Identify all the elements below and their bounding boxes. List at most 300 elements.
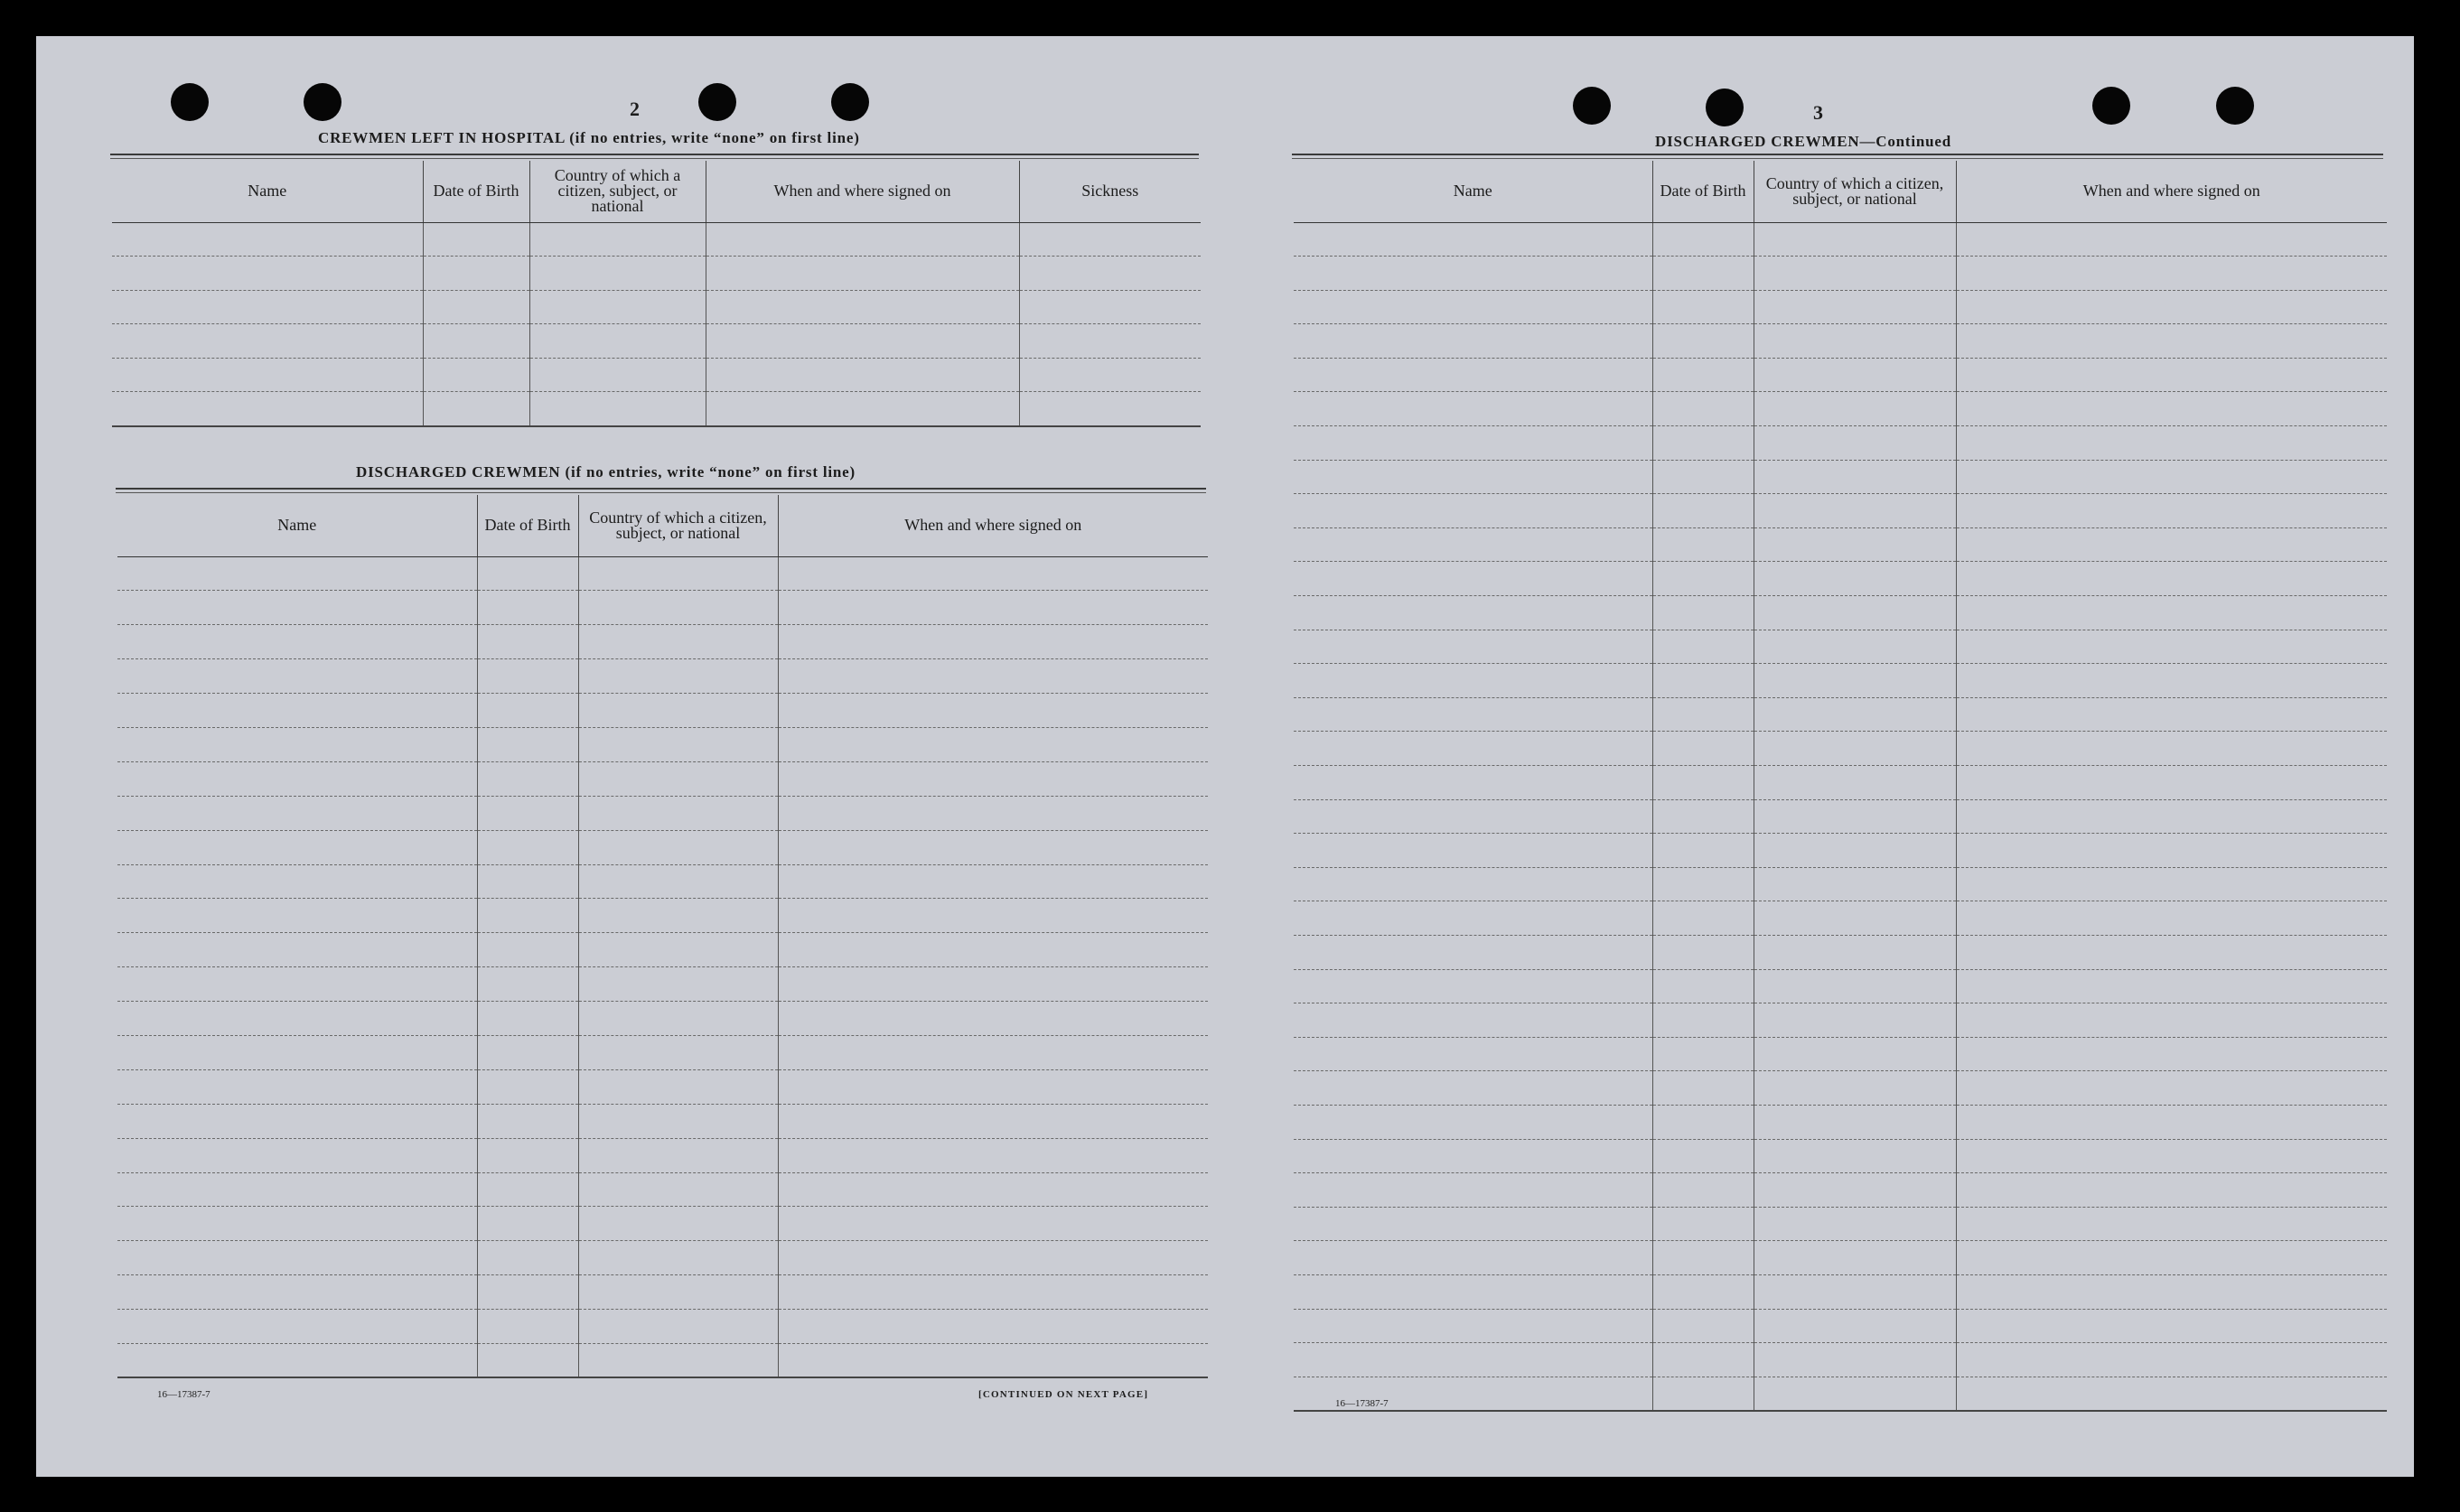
table-cell[interactable]	[1294, 901, 1652, 936]
table-cell[interactable]	[778, 796, 1208, 830]
table-cell[interactable]	[778, 1138, 1208, 1172]
table-cell[interactable]	[1294, 290, 1652, 324]
table-cell[interactable]	[778, 1104, 1208, 1138]
table-cell[interactable]	[1754, 1377, 1956, 1411]
table-cell[interactable]	[1956, 834, 2387, 868]
table-cell[interactable]	[778, 1002, 1208, 1036]
table-cell[interactable]	[578, 864, 778, 899]
table-cell[interactable]	[1652, 392, 1754, 426]
table-cell[interactable]	[1294, 630, 1652, 664]
table-cell[interactable]	[1294, 732, 1652, 766]
table-cell[interactable]	[1956, 1343, 2387, 1377]
table-cell[interactable]	[477, 1035, 578, 1069]
table-cell[interactable]	[1294, 1139, 1652, 1173]
table-cell[interactable]	[1652, 358, 1754, 392]
table-cell[interactable]	[1294, 392, 1652, 426]
table-cell[interactable]	[1652, 1173, 1754, 1208]
table-cell[interactable]	[117, 1343, 477, 1377]
table-cell[interactable]	[477, 796, 578, 830]
table-cell[interactable]	[778, 591, 1208, 625]
table-cell[interactable]	[477, 1104, 578, 1138]
table-cell[interactable]	[529, 392, 706, 426]
table-cell[interactable]	[1956, 596, 2387, 630]
table-cell[interactable]	[1652, 935, 1754, 969]
form-number-right: 16—17387-7	[1335, 1398, 1389, 1409]
table-cell[interactable]	[1294, 1071, 1652, 1106]
punch-hole	[831, 83, 869, 121]
table-row	[117, 1241, 1208, 1275]
table-cell[interactable]	[578, 727, 778, 761]
table-cell[interactable]	[1956, 1003, 2387, 1038]
table-cell[interactable]	[1652, 562, 1754, 596]
table-cell[interactable]	[1754, 664, 1956, 698]
table-cell[interactable]	[117, 1002, 477, 1036]
table-cell[interactable]	[1956, 664, 2387, 698]
table-cell[interactable]	[1294, 799, 1652, 834]
table-cell[interactable]	[423, 324, 529, 359]
table-cell[interactable]	[423, 257, 529, 291]
table-cell[interactable]	[1652, 1309, 1754, 1343]
table-cell[interactable]	[778, 1241, 1208, 1275]
table-cell[interactable]	[117, 864, 477, 899]
table-row	[1294, 799, 2387, 834]
table-cell[interactable]	[1019, 257, 1201, 291]
table-cell[interactable]	[1956, 324, 2387, 359]
table-cell[interactable]	[578, 1172, 778, 1207]
table-cell[interactable]	[1652, 630, 1754, 664]
table-row	[117, 556, 1208, 591]
table-cell[interactable]	[477, 899, 578, 933]
table-cell[interactable]	[1754, 1139, 1956, 1173]
table-cell[interactable]	[1956, 732, 2387, 766]
table-cell[interactable]	[1956, 1207, 2387, 1241]
table-cell[interactable]	[1294, 324, 1652, 359]
table-cell[interactable]	[1956, 630, 2387, 664]
table-cell[interactable]	[1019, 222, 1201, 257]
table-cell[interactable]	[778, 1172, 1208, 1207]
table-cell[interactable]	[1956, 358, 2387, 392]
table-cell[interactable]	[578, 1002, 778, 1036]
table-cell[interactable]	[112, 392, 423, 426]
table-cell[interactable]	[1754, 697, 1956, 732]
table-cell[interactable]	[477, 761, 578, 796]
column-header-sickness: Sickness	[1019, 161, 1201, 222]
table-cell[interactable]	[1754, 1343, 1956, 1377]
table-cell[interactable]	[1019, 358, 1201, 392]
table-cell[interactable]	[1294, 697, 1652, 732]
table-cell[interactable]	[1956, 1105, 2387, 1139]
table-cell[interactable]	[477, 967, 578, 1002]
table-cell[interactable]	[1019, 392, 1201, 426]
table-cell[interactable]	[1294, 494, 1652, 528]
table-cell[interactable]	[706, 324, 1019, 359]
table-cell[interactable]	[1294, 1003, 1652, 1038]
table-cell[interactable]	[578, 967, 778, 1002]
table-cell[interactable]	[578, 1035, 778, 1069]
table-cell[interactable]	[112, 290, 423, 324]
table-cell[interactable]	[1754, 358, 1956, 392]
table-cell[interactable]	[529, 358, 706, 392]
table-row	[117, 864, 1208, 899]
punch-hole	[304, 83, 341, 121]
table-row	[117, 625, 1208, 659]
table-cell[interactable]	[1294, 969, 1652, 1003]
table-cell[interactable]	[477, 591, 578, 625]
table-cell[interactable]	[1956, 867, 2387, 901]
table-cell[interactable]	[578, 830, 778, 864]
table-cell[interactable]	[1956, 222, 2387, 257]
table-cell[interactable]	[1294, 664, 1652, 698]
table-cell[interactable]	[778, 556, 1208, 591]
table-cell[interactable]	[706, 257, 1019, 291]
column-header-date-of-birth: Date of Birth	[477, 495, 578, 556]
table-cell[interactable]	[477, 1172, 578, 1207]
table-cell[interactable]	[1652, 969, 1754, 1003]
table-cell[interactable]	[112, 358, 423, 392]
table-cell[interactable]	[1754, 1241, 1956, 1275]
table-cell[interactable]	[1956, 697, 2387, 732]
table-cell[interactable]	[1754, 732, 1956, 766]
table-cell[interactable]	[1294, 596, 1652, 630]
table-cell[interactable]	[1754, 222, 1956, 257]
table-cell[interactable]	[578, 1104, 778, 1138]
table-cell[interactable]	[423, 392, 529, 426]
table-cell[interactable]	[1652, 596, 1754, 630]
table-cell[interactable]	[423, 358, 529, 392]
discharged-table	[117, 495, 1208, 1378]
table-cell[interactable]	[578, 1241, 778, 1275]
table-cell[interactable]	[112, 222, 423, 257]
table-cell[interactable]	[1754, 257, 1956, 291]
table-cell[interactable]	[1956, 460, 2387, 494]
table-cell[interactable]	[117, 591, 477, 625]
table-cell[interactable]	[1652, 222, 1754, 257]
table-row	[112, 358, 1201, 392]
table-cell[interactable]	[1956, 392, 2387, 426]
table-cell[interactable]	[778, 1343, 1208, 1377]
table-cell[interactable]	[117, 1104, 477, 1138]
table-cell[interactable]	[1294, 1037, 1652, 1071]
table-cell[interactable]	[778, 727, 1208, 761]
table-cell[interactable]	[1294, 222, 1652, 257]
table-cell[interactable]	[477, 1207, 578, 1241]
table-row	[1294, 969, 2387, 1003]
table-cell[interactable]	[1294, 1207, 1652, 1241]
table-cell[interactable]	[117, 761, 477, 796]
table-row	[1294, 562, 2387, 596]
table-cell[interactable]	[112, 257, 423, 291]
table-cell[interactable]	[1294, 935, 1652, 969]
table-cell[interactable]	[1754, 834, 1956, 868]
table-cell[interactable]	[778, 1310, 1208, 1344]
table-cell[interactable]	[477, 1002, 578, 1036]
table-cell[interactable]	[578, 899, 778, 933]
table-cell[interactable]	[1652, 494, 1754, 528]
table-cell[interactable]	[477, 625, 578, 659]
table-cell[interactable]	[117, 659, 477, 694]
table-row	[117, 1104, 1208, 1138]
table-cell[interactable]	[578, 591, 778, 625]
table-cell[interactable]	[1754, 1037, 1956, 1071]
table-cell[interactable]	[578, 556, 778, 591]
discharged-continued-title: DISCHARGED CREWMEN—Continued	[1655, 133, 1951, 150]
table-cell[interactable]	[1294, 867, 1652, 901]
table-cell[interactable]	[1652, 460, 1754, 494]
table-cell[interactable]	[477, 1241, 578, 1275]
table-cell[interactable]	[1294, 460, 1652, 494]
table-cell[interactable]	[1294, 1343, 1652, 1377]
table-cell[interactable]	[117, 967, 477, 1002]
table-cell[interactable]	[477, 1138, 578, 1172]
table-cell[interactable]	[477, 556, 578, 591]
form-number-left: 16—17387-7	[157, 1389, 210, 1400]
table-row	[1294, 1207, 2387, 1241]
table-cell[interactable]	[1652, 664, 1754, 698]
table-cell[interactable]	[117, 1172, 477, 1207]
table-cell[interactable]	[706, 392, 1019, 426]
table-cell[interactable]	[117, 556, 477, 591]
table-cell[interactable]	[477, 727, 578, 761]
table-cell[interactable]	[1754, 1274, 1956, 1309]
table-cell[interactable]	[1754, 766, 1956, 800]
table-cell[interactable]	[578, 1207, 778, 1241]
table-cell[interactable]	[778, 933, 1208, 967]
table-cell[interactable]	[1754, 1003, 1956, 1038]
column-header-name: Name	[112, 161, 423, 222]
table-cell[interactable]	[1956, 1173, 2387, 1208]
table-row	[1294, 901, 2387, 936]
table-cell[interactable]	[578, 1275, 778, 1310]
column-header-date-of-birth: Date of Birth	[423, 161, 529, 222]
table-cell[interactable]	[1294, 766, 1652, 800]
table-cell[interactable]	[477, 864, 578, 899]
table-cell[interactable]	[578, 1310, 778, 1344]
table-cell[interactable]	[1294, 1105, 1652, 1139]
table-cell[interactable]	[1956, 1037, 2387, 1071]
table-cell[interactable]	[578, 933, 778, 967]
table-cell[interactable]	[778, 761, 1208, 796]
table-cell[interactable]	[578, 659, 778, 694]
table-row	[117, 796, 1208, 830]
table-cell[interactable]	[578, 1069, 778, 1104]
table-row	[1294, 290, 2387, 324]
table-cell[interactable]	[1652, 1377, 1754, 1411]
table-cell[interactable]	[117, 1241, 477, 1275]
continued-note: [CONTINUED ON NEXT PAGE]	[978, 1389, 1149, 1400]
table-cell[interactable]	[1956, 1241, 2387, 1275]
table-cell[interactable]	[1652, 1241, 1754, 1275]
table-cell[interactable]	[1956, 562, 2387, 596]
table-cell[interactable]	[1956, 527, 2387, 562]
table-cell[interactable]	[1652, 527, 1754, 562]
table-cell[interactable]	[1294, 1309, 1652, 1343]
table-cell[interactable]	[778, 899, 1208, 933]
page-number-right: 3	[1813, 101, 1823, 124]
table-cell[interactable]	[778, 694, 1208, 728]
table-cell[interactable]	[578, 761, 778, 796]
table-row	[1294, 732, 2387, 766]
table-cell[interactable]	[1652, 766, 1754, 800]
table-cell[interactable]	[778, 830, 1208, 864]
table-cell[interactable]	[477, 659, 578, 694]
table-cell[interactable]	[423, 222, 529, 257]
table-cell[interactable]	[1652, 1037, 1754, 1071]
table-cell[interactable]	[477, 1310, 578, 1344]
table-cell[interactable]	[1652, 799, 1754, 834]
table-cell[interactable]	[1294, 1274, 1652, 1309]
table-cell[interactable]	[117, 1069, 477, 1104]
table-cell[interactable]	[1754, 935, 1956, 969]
table-cell[interactable]	[1652, 1207, 1754, 1241]
table-cell[interactable]	[778, 1069, 1208, 1104]
table-cell[interactable]	[1956, 1309, 2387, 1343]
table-cell[interactable]	[578, 1138, 778, 1172]
table-cell[interactable]	[477, 1343, 578, 1377]
table-cell[interactable]	[1652, 1343, 1754, 1377]
table-cell[interactable]	[1956, 901, 2387, 936]
table-cell[interactable]	[1956, 969, 2387, 1003]
table-cell[interactable]	[1754, 867, 1956, 901]
table-cell[interactable]	[477, 1069, 578, 1104]
table-cell[interactable]	[1956, 290, 2387, 324]
table-cell[interactable]	[1754, 460, 1956, 494]
table-cell[interactable]	[1754, 562, 1956, 596]
table-cell[interactable]	[1754, 1071, 1956, 1106]
table-cell[interactable]	[706, 290, 1019, 324]
table-cell[interactable]	[1294, 426, 1652, 461]
form-paper	[36, 36, 2414, 1477]
table-cell[interactable]	[1754, 392, 1956, 426]
table-cell[interactable]	[1956, 426, 2387, 461]
table-cell[interactable]	[112, 324, 423, 359]
table-cell[interactable]	[1956, 935, 2387, 969]
table-cell[interactable]	[477, 694, 578, 728]
table-cell[interactable]	[1652, 1139, 1754, 1173]
table-cell[interactable]	[117, 899, 477, 933]
column-header-signed-on: When and where signed on	[778, 495, 1208, 556]
table-cell[interactable]	[1652, 697, 1754, 732]
table-cell[interactable]	[778, 659, 1208, 694]
table-cell[interactable]	[1652, 324, 1754, 359]
table-cell[interactable]	[578, 796, 778, 830]
table-cell[interactable]	[117, 1275, 477, 1310]
table-cell[interactable]	[1294, 1173, 1652, 1208]
table-cell[interactable]	[1294, 1241, 1652, 1275]
table-cell[interactable]	[1956, 1071, 2387, 1106]
table-cell[interactable]	[529, 290, 706, 324]
table-cell[interactable]	[1294, 527, 1652, 562]
table-cell[interactable]	[1652, 834, 1754, 868]
table-cell[interactable]	[1652, 1274, 1754, 1309]
table-cell[interactable]	[1652, 1003, 1754, 1038]
table-cell[interactable]	[117, 1138, 477, 1172]
table-cell[interactable]	[1019, 324, 1201, 359]
table-cell[interactable]	[778, 1207, 1208, 1241]
table-cell[interactable]	[1754, 494, 1956, 528]
table-cell[interactable]	[1652, 426, 1754, 461]
table-cell[interactable]	[117, 694, 477, 728]
table-cell[interactable]	[529, 222, 706, 257]
table-cell[interactable]	[117, 727, 477, 761]
table-cell[interactable]	[778, 967, 1208, 1002]
table-row	[112, 324, 1201, 359]
table-cell[interactable]	[1956, 257, 2387, 291]
table-cell[interactable]	[1754, 630, 1956, 664]
table-cell[interactable]	[1754, 1173, 1956, 1208]
table-row	[1294, 460, 2387, 494]
table-cell[interactable]	[1652, 867, 1754, 901]
table-cell[interactable]	[1652, 257, 1754, 291]
table-cell[interactable]	[778, 864, 1208, 899]
table-cell[interactable]	[778, 1035, 1208, 1069]
table-cell[interactable]	[1652, 732, 1754, 766]
table-cell[interactable]	[1754, 1207, 1956, 1241]
punch-hole	[171, 83, 209, 121]
table-cell[interactable]	[1754, 426, 1956, 461]
table-cell[interactable]	[1294, 834, 1652, 868]
table-cell[interactable]	[117, 1035, 477, 1069]
table-cell[interactable]	[117, 625, 477, 659]
table-row	[112, 290, 1201, 324]
table-cell[interactable]	[117, 1207, 477, 1241]
table-cell[interactable]	[778, 1275, 1208, 1310]
table-cell[interactable]	[1294, 562, 1652, 596]
table-row	[1294, 867, 2387, 901]
table-cell[interactable]	[117, 933, 477, 967]
table-cell[interactable]	[1956, 494, 2387, 528]
table-cell[interactable]	[706, 358, 1019, 392]
table-cell[interactable]	[1019, 290, 1201, 324]
table-cell[interactable]	[1754, 901, 1956, 936]
table-cell[interactable]	[117, 830, 477, 864]
table-cell[interactable]	[1652, 901, 1754, 936]
table-cell[interactable]	[117, 796, 477, 830]
table-cell[interactable]	[1754, 799, 1956, 834]
table-cell[interactable]	[1754, 1309, 1956, 1343]
table-cell[interactable]	[578, 625, 778, 659]
table-cell[interactable]	[1754, 290, 1956, 324]
table-cell[interactable]	[1294, 257, 1652, 291]
table-cell[interactable]	[1956, 1274, 2387, 1309]
table-cell[interactable]	[706, 222, 1019, 257]
table-cell[interactable]	[477, 830, 578, 864]
table-cell[interactable]	[1754, 596, 1956, 630]
table-cell[interactable]	[117, 1310, 477, 1344]
table-cell[interactable]	[1652, 1071, 1754, 1106]
table-cell[interactable]	[1754, 324, 1956, 359]
table-cell[interactable]	[1956, 1377, 2387, 1411]
table-cell[interactable]	[578, 694, 778, 728]
table-cell[interactable]	[423, 290, 529, 324]
table-cell[interactable]	[1956, 1139, 2387, 1173]
table-cell[interactable]	[1652, 290, 1754, 324]
table-cell[interactable]	[1294, 358, 1652, 392]
table-cell[interactable]	[1652, 1105, 1754, 1139]
table-cell[interactable]	[1956, 799, 2387, 834]
table-cell[interactable]	[1754, 527, 1956, 562]
table-cell[interactable]	[1754, 969, 1956, 1003]
table-cell[interactable]	[1754, 1105, 1956, 1139]
table-cell[interactable]	[477, 1275, 578, 1310]
table-cell[interactable]	[529, 257, 706, 291]
table-row	[112, 222, 1201, 257]
table-cell[interactable]	[1956, 766, 2387, 800]
table-cell[interactable]	[477, 933, 578, 967]
table-cell[interactable]	[529, 324, 706, 359]
table-row	[1294, 834, 2387, 868]
table-cell[interactable]	[578, 1343, 778, 1377]
table-cell[interactable]	[778, 625, 1208, 659]
